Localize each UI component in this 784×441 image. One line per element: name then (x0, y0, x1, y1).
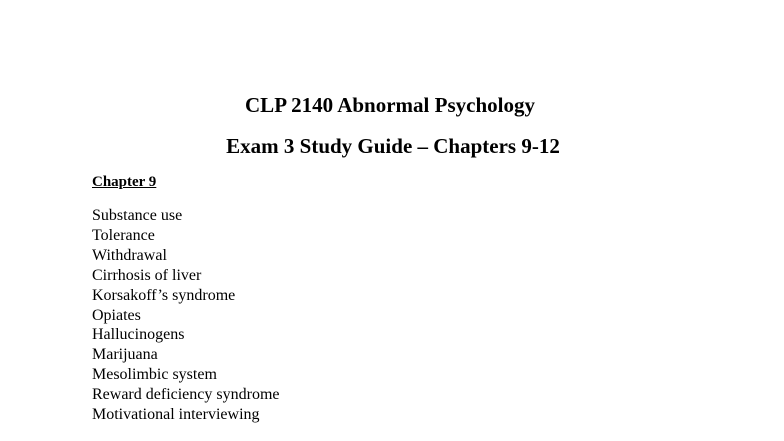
chapter-heading: Chapter 9 (92, 174, 157, 190)
term-item: Korsakoff’s syndrome (92, 286, 236, 304)
term-item: Reward deficiency syndrome (92, 386, 280, 404)
term-item: Marijuana (92, 346, 158, 364)
term-item: Substance use (92, 207, 183, 224)
term-item: Withdrawal (92, 246, 167, 264)
term-item: Tolerance (92, 226, 155, 244)
term-item: Mesolimbic system (92, 366, 217, 384)
course-title: CLP 2140 Abnormal Psychology (245, 93, 535, 117)
term-list (92, 206, 279, 425)
term-item: Motivational interviewing (92, 406, 260, 424)
term-item: Hallucinogens (92, 326, 185, 344)
study-guide-title: Exam 3 Study Guide – Chapters 9-12 (226, 134, 560, 158)
term-item: Cirrhosis of liver (92, 266, 202, 284)
term-item: Opiates (92, 306, 141, 324)
